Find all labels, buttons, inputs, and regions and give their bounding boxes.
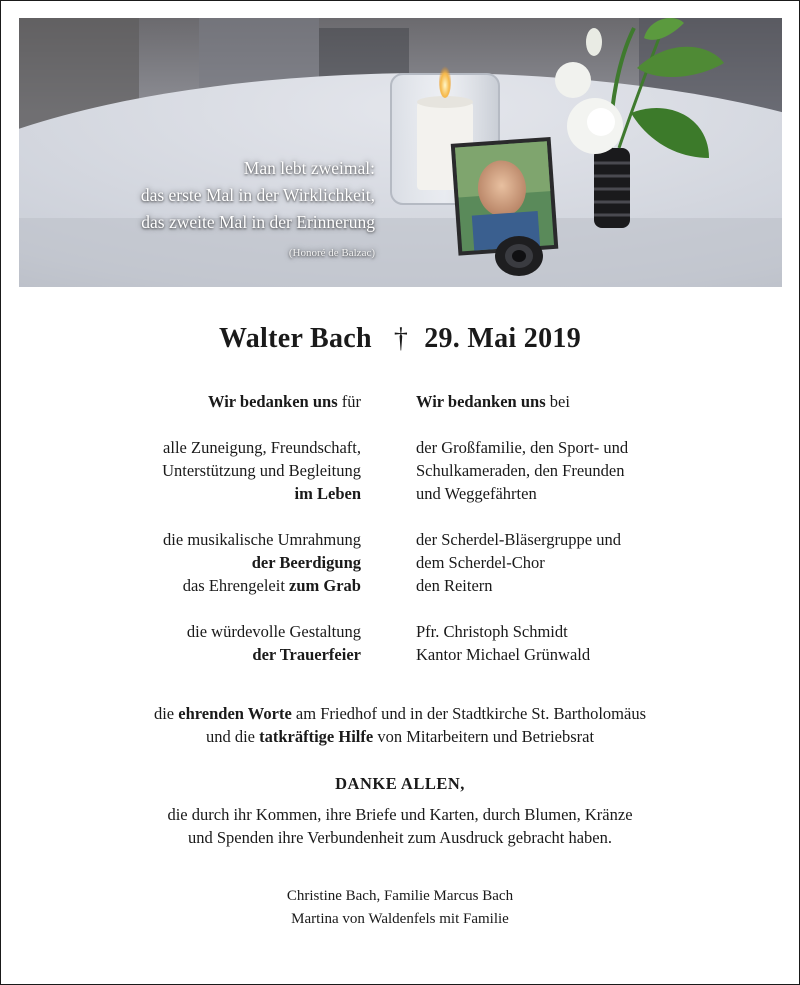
right-intro-bold: Wir bedanken uns xyxy=(416,392,546,411)
thanks-title: DANKE ALLEN, xyxy=(335,774,465,793)
left-intro-bold: Wir bedanken uns xyxy=(208,392,338,411)
death-date: 29. Mai 2019 xyxy=(424,323,581,354)
words-line-2-post: von Mitarbeitern und Betriebsrat xyxy=(377,727,595,746)
right-column xyxy=(416,390,628,689)
header-photo xyxy=(19,18,782,287)
left-intro-rest: für xyxy=(341,392,361,411)
signoff-line-1: Christine Bach, Familie Marcus Bach xyxy=(286,888,514,904)
left-block-3-line-2: der Trauerfeier xyxy=(252,645,361,664)
signoff-line-2: Martina von Waldenfels mit Familie xyxy=(291,911,509,927)
cross-icon: † xyxy=(393,323,409,354)
right-block-2-line-1: der Scherdel-Bläsergruppe und xyxy=(416,530,621,549)
words-line-2-pre: und die xyxy=(205,727,255,746)
deceased-name: Walter Bach xyxy=(218,323,372,354)
right-block-2-line-2: dem Scherdel-Chor xyxy=(416,553,545,572)
words-line-1-post: am Friedhof und in der Stadtkirche St. Bartholomäus xyxy=(295,704,647,723)
thanks-line-1: die durch ihr Kommen, ihre Briefe und Karten, durch Blumen, Kränze xyxy=(167,805,633,824)
right-block-1-line-3: und Weggefährten xyxy=(416,484,537,503)
page-title xyxy=(0,323,800,355)
left-column xyxy=(162,390,361,689)
thanks-body xyxy=(0,803,800,849)
words-line-2-bold: tatkräftige Hilfe xyxy=(259,727,374,746)
words-line-1 xyxy=(0,702,800,725)
right-intro-rest: bei xyxy=(549,392,570,411)
quote-line-3: das zweite Mal in der Erinnerung xyxy=(141,212,375,232)
words-line-1-pre: die xyxy=(153,704,175,723)
right-block-1 xyxy=(416,436,628,505)
right-block-3-line-2: Kantor Michael Grünwald xyxy=(416,645,591,664)
quote-line-2: das erste Mal in der Wirklichkeit, xyxy=(140,185,375,205)
left-block-2-line-1: die musikalische Umrahmung xyxy=(163,530,361,549)
quote-author: (Honoré de Balzac) xyxy=(288,247,375,259)
quote-block xyxy=(141,155,375,260)
words-line-1-bold: ehrenden Worte xyxy=(178,704,292,723)
right-block-3 xyxy=(416,620,628,666)
left-block-2-line-3-start: das Ehrengeleit xyxy=(182,576,285,595)
quote-line-1: Man lebt zweimal: xyxy=(243,158,375,178)
left-block-3-line-1: die würdevolle Gestaltung xyxy=(186,622,361,641)
left-block-1 xyxy=(162,436,361,505)
signoff xyxy=(0,885,800,931)
right-block-1-line-1: der Großfamilie, den Sport- und xyxy=(416,438,629,457)
right-intro xyxy=(416,390,628,413)
left-block-2-line-3-bold: zum Grab xyxy=(289,576,361,595)
left-intro xyxy=(162,390,361,413)
left-block-1-line-3: im Leben xyxy=(294,484,361,503)
left-block-2-line-2: der Beerdigung xyxy=(251,553,361,572)
thanks-line-2: und Spenden ihre Verbundenheit zum Ausdruck gebracht haben. xyxy=(188,828,612,847)
right-block-2-line-3: den Reitern xyxy=(416,576,493,595)
left-block-2 xyxy=(162,528,361,597)
left-block-3 xyxy=(162,620,361,666)
left-block-1-line-2: Unterstützung und Begleitung xyxy=(162,461,361,480)
right-block-3-line-1: Pfr. Christoph Schmidt xyxy=(416,622,568,641)
right-block-1-line-2: Schulkameraden, den Freunden xyxy=(416,461,625,480)
words-line-2 xyxy=(0,725,800,748)
left-block-1-line-1: alle Zuneigung, Freundschaft, xyxy=(163,438,361,457)
memorial-table-image xyxy=(19,18,782,287)
right-block-2 xyxy=(416,528,628,597)
words-paragraph xyxy=(0,702,800,748)
